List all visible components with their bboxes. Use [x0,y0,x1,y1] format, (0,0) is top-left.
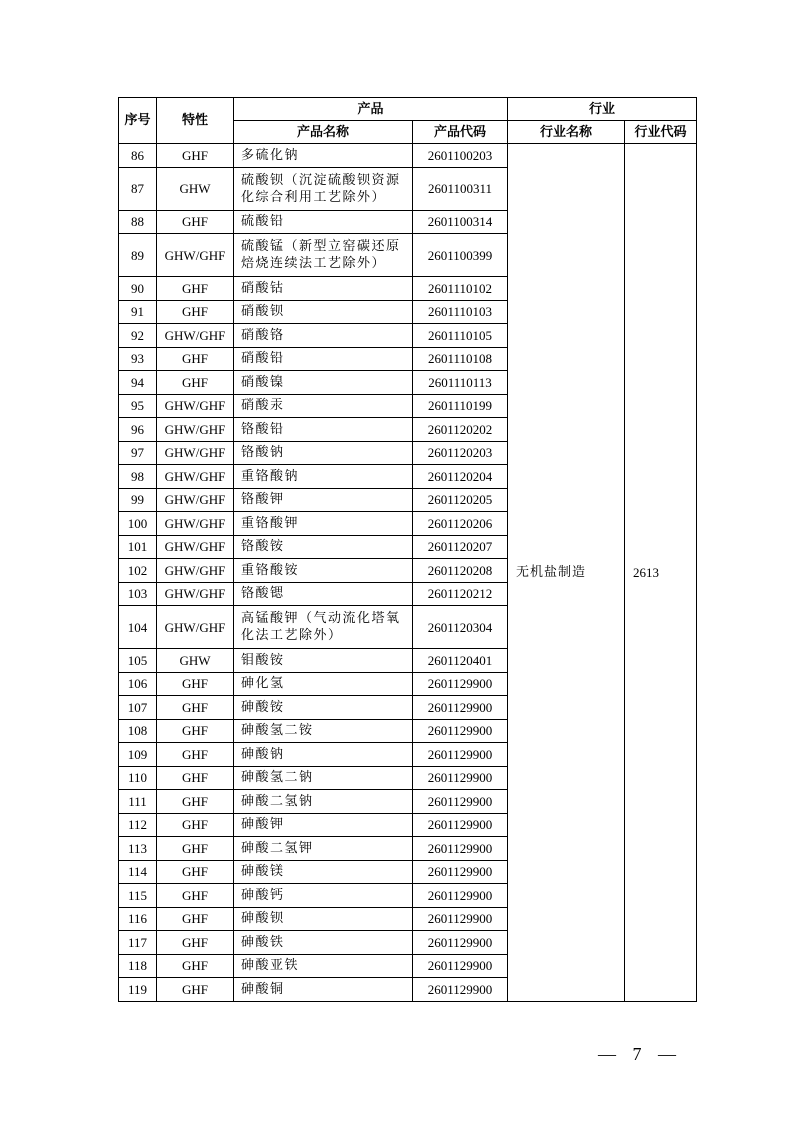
row-seq: 103 [119,582,157,606]
row-product-code: 2601120206 [413,512,508,536]
row-seq: 118 [119,954,157,978]
row-seq: 89 [119,234,157,277]
row-product-code: 2601129900 [413,978,508,1002]
row-product-name: 砷酸钾 [234,813,413,837]
row-characteristic: GHW [157,649,234,673]
row-product-name: 重铬酸铵 [234,559,413,583]
row-product-name: 硝酸铅 [234,347,413,371]
row-product-code: 2601110105 [413,324,508,348]
row-characteristic: GHF [157,884,234,908]
row-seq: 101 [119,535,157,559]
row-product-code: 2601120208 [413,559,508,583]
row-product-name: 砷酸镁 [234,860,413,884]
row-characteristic: GHF [157,672,234,696]
row-product-code: 2601110103 [413,300,508,324]
row-characteristic: GHW/GHF [157,441,234,465]
row-seq: 113 [119,837,157,861]
row-product-code: 2601110102 [413,277,508,301]
row-seq: 86 [119,144,157,168]
header-characteristic: 特性 [157,98,234,144]
row-characteristic: GHW/GHF [157,324,234,348]
row-seq: 119 [119,978,157,1002]
row-seq: 115 [119,884,157,908]
row-seq: 112 [119,813,157,837]
row-characteristic: GHF [157,277,234,301]
row-product-name: 硝酸汞 [234,394,413,418]
row-product-code: 2601129900 [413,719,508,743]
row-characteristic: GHW/GHF [157,234,234,277]
row-seq: 88 [119,210,157,234]
header-product-code: 产品代码 [413,121,508,144]
row-seq: 102 [119,559,157,583]
row-product-name: 铬酸钾 [234,488,413,512]
row-seq: 100 [119,512,157,536]
row-characteristic: GHF [157,743,234,767]
industry-code: 2613 [625,144,697,1002]
row-product-code: 2601110108 [413,347,508,371]
header-product: 产品 [234,98,508,121]
row-characteristic: GHW/GHF [157,559,234,583]
row-characteristic: GHW/GHF [157,606,234,649]
row-product-name: 硝酸铬 [234,324,413,348]
row-product-code: 2601129900 [413,907,508,931]
row-product-name: 硝酸钡 [234,300,413,324]
row-product-code: 2601129900 [413,790,508,814]
row-product-name: 砷酸钙 [234,884,413,908]
row-seq: 98 [119,465,157,489]
row-product-name: 高锰酸钾（气动流化塔氧化法工艺除外） [234,606,413,649]
row-seq: 94 [119,371,157,395]
row-product-code: 2601100314 [413,210,508,234]
row-characteristic: GHF [157,371,234,395]
row-product-code: 2601129900 [413,860,508,884]
row-seq: 105 [119,649,157,673]
row-product-code: 2601129900 [413,813,508,837]
table-row [119,144,697,168]
row-characteristic: GHF [157,766,234,790]
row-characteristic: GHF [157,790,234,814]
row-characteristic: GHF [157,300,234,324]
row-seq: 92 [119,324,157,348]
header-product-name: 产品名称 [234,121,413,144]
row-product-name: 砷酸钠 [234,743,413,767]
row-product-code: 2601120304 [413,606,508,649]
industry-name: 无机盐制造 [508,144,625,1002]
row-seq: 96 [119,418,157,442]
row-product-code: 2601100203 [413,144,508,168]
row-characteristic: GHF [157,931,234,955]
header-industry: 行业 [508,98,697,121]
row-seq: 108 [119,719,157,743]
row-seq: 99 [119,488,157,512]
row-product-code: 2601129900 [413,931,508,955]
row-characteristic: GHW [157,167,234,210]
row-seq: 93 [119,347,157,371]
row-product-name: 硫酸锰（新型立窑碳还原焙烧连续法工艺除外） [234,234,413,277]
row-seq: 95 [119,394,157,418]
row-characteristic: GHF [157,210,234,234]
row-seq: 91 [119,300,157,324]
table-body [119,144,697,1002]
row-product-code: 2601129900 [413,837,508,861]
row-product-code: 2601129900 [413,954,508,978]
row-seq: 111 [119,790,157,814]
row-product-name: 砷化氢 [234,672,413,696]
row-product-name: 铬酸铅 [234,418,413,442]
row-product-name: 砷酸铁 [234,931,413,955]
row-seq: 97 [119,441,157,465]
row-product-code: 2601120202 [413,418,508,442]
row-characteristic: GHW/GHF [157,535,234,559]
row-product-code: 2601100399 [413,234,508,277]
row-product-name: 重铬酸钾 [234,512,413,536]
row-product-code: 2601110113 [413,371,508,395]
row-characteristic: GHF [157,813,234,837]
row-product-name: 砷酸氢二铵 [234,719,413,743]
row-product-name: 砷酸二氢钾 [234,837,413,861]
row-characteristic: GHF [157,837,234,861]
row-characteristic: GHF [157,860,234,884]
row-product-code: 2601129900 [413,696,508,720]
header-seq: 序号 [119,98,157,144]
row-product-name: 硫酸铅 [234,210,413,234]
row-characteristic: GHW/GHF [157,512,234,536]
row-product-name: 砷酸铵 [234,696,413,720]
row-characteristic: GHW/GHF [157,394,234,418]
row-product-code: 2601100311 [413,167,508,210]
row-characteristic: GHW/GHF [157,488,234,512]
row-characteristic: GHW/GHF [157,465,234,489]
row-characteristic: GHW/GHF [157,582,234,606]
row-seq: 107 [119,696,157,720]
product-table [118,97,697,1002]
row-product-name: 砷酸亚铁 [234,954,413,978]
row-seq: 106 [119,672,157,696]
row-product-code: 2601129900 [413,672,508,696]
row-product-code: 2601120207 [413,535,508,559]
row-product-code: 2601120203 [413,441,508,465]
row-product-name: 钼酸铵 [234,649,413,673]
row-product-name: 硝酸镍 [234,371,413,395]
row-seq: 109 [119,743,157,767]
row-seq: 117 [119,931,157,955]
header-industry-code: 行业代码 [625,121,697,144]
row-characteristic: GHF [157,978,234,1002]
row-characteristic: GHF [157,954,234,978]
row-product-code: 2601129900 [413,884,508,908]
row-seq: 116 [119,907,157,931]
row-characteristic: GHF [157,144,234,168]
row-product-code: 2601110199 [413,394,508,418]
row-product-code: 2601129900 [413,743,508,767]
row-product-name: 砷酸钡 [234,907,413,931]
row-product-name: 硫酸钡（沉淀硫酸钡资源化综合利用工艺除外） [234,167,413,210]
row-seq: 114 [119,860,157,884]
row-product-name: 铬酸钠 [234,441,413,465]
row-characteristic: GHF [157,347,234,371]
row-product-name: 多硫化钠 [234,144,413,168]
row-seq: 90 [119,277,157,301]
header-industry-name: 行业名称 [508,121,625,144]
row-product-name: 砷酸氢二钠 [234,766,413,790]
row-characteristic: GHF [157,696,234,720]
row-product-name: 砷酸二氢钠 [234,790,413,814]
row-product-name: 砷酸铜 [234,978,413,1002]
row-product-code: 2601120205 [413,488,508,512]
row-product-code: 2601120212 [413,582,508,606]
row-product-code: 2601120401 [413,649,508,673]
row-seq: 104 [119,606,157,649]
row-product-name: 重铬酸钠 [234,465,413,489]
row-seq: 110 [119,766,157,790]
row-characteristic: GHF [157,907,234,931]
row-seq: 87 [119,167,157,210]
page-number: — 7 — [598,1044,682,1064]
row-characteristic: GHW/GHF [157,418,234,442]
row-product-code: 2601120204 [413,465,508,489]
row-product-code: 2601129900 [413,766,508,790]
row-characteristic: GHF [157,719,234,743]
row-product-name: 铬酸铵 [234,535,413,559]
row-product-name: 铬酸锶 [234,582,413,606]
row-product-name: 硝酸钴 [234,277,413,301]
